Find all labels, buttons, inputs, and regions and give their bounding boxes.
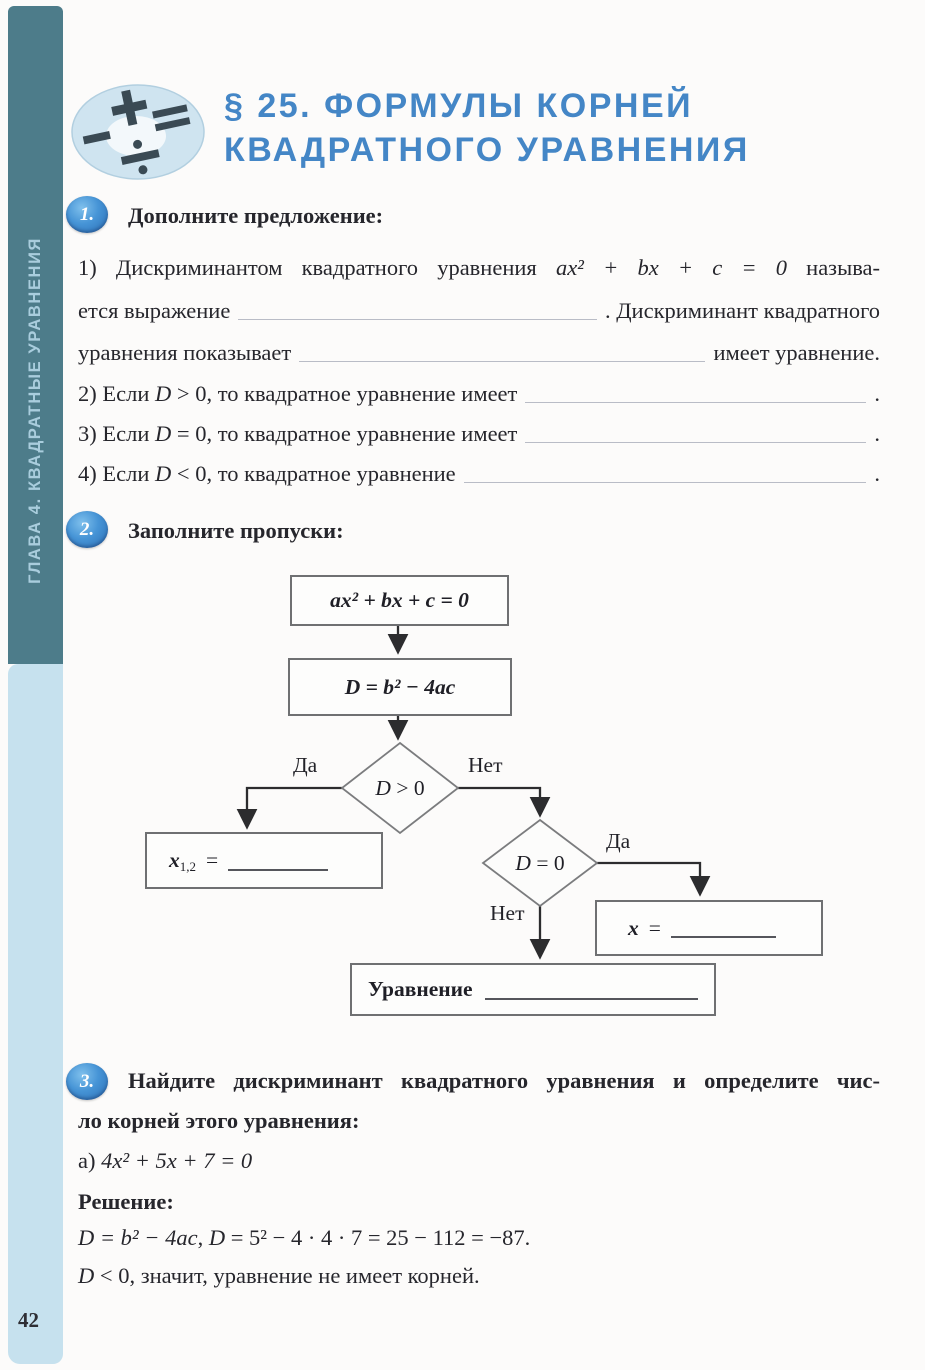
flowchart-arrows <box>0 565 925 1030</box>
fill-in-blank <box>238 319 597 320</box>
flowchart-box-discriminant: D = b² − 4ac <box>288 658 512 716</box>
flowchart-decision-d-eq-0 <box>483 847 597 879</box>
section-title-line1: § 25. ФОРМУЛЫ КОРНЕЙ <box>224 87 694 125</box>
page-number: 42 <box>18 1308 39 1332</box>
exercise-3-heading-line2: ло корней этого уравнения: <box>78 1108 360 1133</box>
exercise-3-heading-line1: Найдите дискриминант квадратного уравнения и определите чис- <box>128 1068 880 1093</box>
flowchart-box-two-roots <box>145 832 383 889</box>
math-symbols-icon <box>66 80 214 184</box>
fill-in-blank <box>299 361 705 362</box>
exercise-1-line-3 <box>78 338 880 368</box>
math-segment: D <box>78 1263 95 1288</box>
section-title-line2: КВАДРАТНОГО УРАВНЕНИЯ <box>224 131 750 169</box>
subscript: 1,2 <box>179 858 196 874</box>
branch-label-yes-1: Да <box>293 753 318 777</box>
exercise-2-heading: Заполните пропуски: <box>128 518 344 543</box>
text-segment: Уравнение <box>368 977 473 1001</box>
text-segment: . <box>874 381 880 406</box>
flowchart-box-equation: ax² + bx + c = 0 <box>290 575 509 626</box>
exercise-1-line-5 <box>78 419 880 449</box>
text-segment: 4) Если <box>78 461 155 486</box>
text-segment: > 0 <box>390 775 425 800</box>
text-segment: 1) Дискриминантом квадратного уравнения <box>78 255 556 280</box>
exercise-1-heading: Дополните предложение: <box>128 203 384 228</box>
equals-sign: = <box>206 848 219 872</box>
flowchart-box-no-roots <box>350 963 716 1016</box>
math-segment: D <box>515 850 531 875</box>
text-segment: > 0, то квадратное уравнение имеет <box>171 381 518 406</box>
text-segment: уравнения показывает <box>78 340 292 365</box>
math-segment: D = b² − 4ac <box>78 1225 198 1250</box>
text-segment: а) <box>78 1148 102 1173</box>
text-segment: . <box>874 461 880 486</box>
exercise-1-line-1 <box>78 253 880 283</box>
math-segment: x <box>169 848 180 872</box>
math-segment: D <box>155 461 172 486</box>
solution-label: Решение: <box>78 1189 174 1214</box>
text-segment: называ- <box>786 255 880 280</box>
math-segment: 4x² + 5x + 7 = 0 <box>101 1148 253 1173</box>
exercise-1-line-6 <box>78 459 880 489</box>
chapter-tab-label: ГЛАВА 4. КВАДРАТНЫЕ УРАВНЕНИЯ <box>26 236 44 584</box>
section-title <box>224 84 884 172</box>
flowchart-box-one-root <box>595 900 823 956</box>
branch-label-no-2: Нет <box>490 901 525 925</box>
fill-in-blank <box>525 442 866 443</box>
math-segment: D <box>155 421 172 446</box>
exercise-2-badge: 2. <box>66 511 108 548</box>
text-segment: ется выражение <box>78 298 231 323</box>
math-segment: D <box>375 775 391 800</box>
text-segment: = 5² − 4 · 4 · 7 = 25 − 112 = −87. <box>225 1225 531 1250</box>
math-segment: D <box>208 1225 226 1250</box>
text-segment: 2) Если <box>78 381 155 406</box>
fill-in-blank <box>671 936 776 938</box>
solution-line-2 <box>78 1261 480 1291</box>
fill-in-blank <box>228 869 328 871</box>
text-segment: < 0, значит, уравнение не имеет корней. <box>94 1263 480 1288</box>
text-segment: = 0, то квадратное уравнение имеет <box>171 421 518 446</box>
equals-sign: = <box>648 915 661 940</box>
exercise-3-part-a <box>78 1146 252 1176</box>
fill-in-blank <box>525 402 866 403</box>
exercise-1-line-4 <box>78 379 880 409</box>
math-segment: x <box>628 915 639 940</box>
text-segment: имеет уравнение. <box>713 340 880 365</box>
flowchart <box>0 565 925 1030</box>
text-segment: . Дискриминант квадратного <box>604 298 880 323</box>
text-segment: 3) Если <box>78 421 155 446</box>
flowchart-decision-d-gt-0 <box>342 772 458 804</box>
text-segment: = 0 <box>530 850 565 875</box>
text-segment: , <box>197 1225 209 1250</box>
text-segment: < 0, то квадратное уравнение <box>171 461 456 486</box>
exercise-1-badge: 1. <box>66 196 108 233</box>
math-segment: D <box>155 381 172 406</box>
math-segment: ax² + bx + c = 0 <box>555 255 787 280</box>
fill-in-blank <box>464 482 867 483</box>
fill-in-blank <box>485 998 698 1000</box>
exercise-1-line-2 <box>78 296 880 326</box>
text-segment: . <box>874 421 880 446</box>
exercise-3-badge: 3. <box>66 1063 108 1100</box>
solution-line-1 <box>78 1223 530 1253</box>
branch-label-yes-2: Да <box>606 829 631 853</box>
branch-label-no-1: Нет <box>468 753 503 777</box>
